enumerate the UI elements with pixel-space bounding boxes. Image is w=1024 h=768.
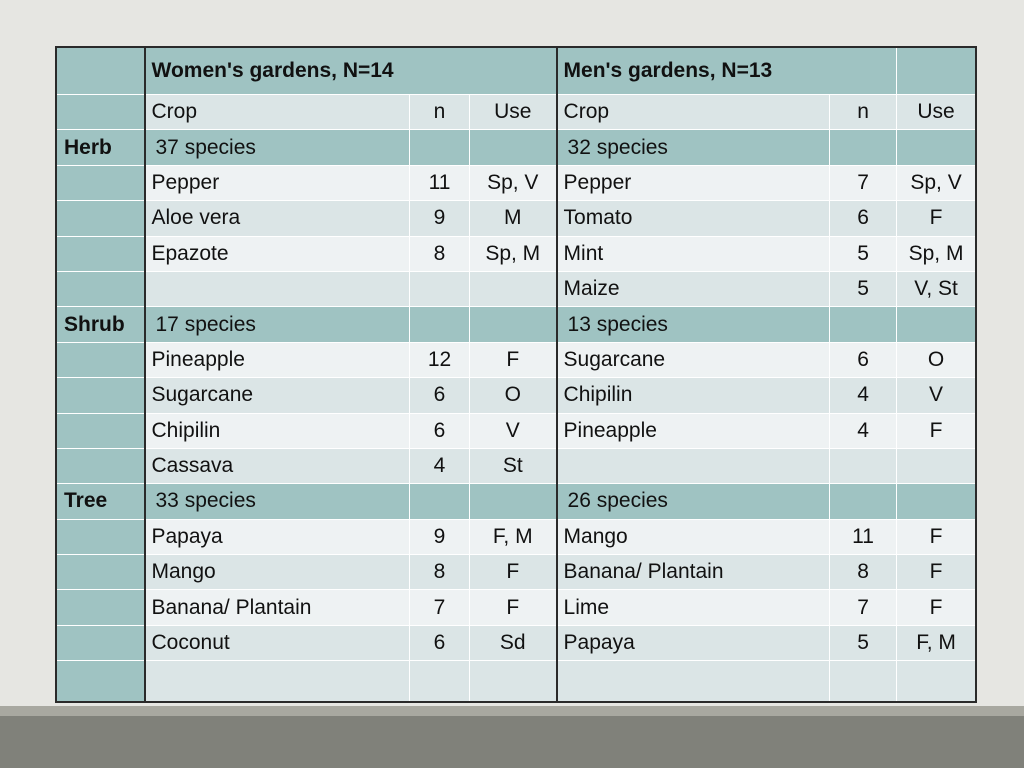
women-crop-cell: Sugarcane bbox=[145, 378, 410, 413]
empty-cell bbox=[57, 661, 145, 702]
women-use-cell: Sp, M bbox=[470, 236, 557, 271]
men-crop-cell bbox=[557, 448, 830, 483]
category-row bbox=[57, 307, 976, 342]
women-crop-cell bbox=[145, 271, 410, 306]
row-label-cell bbox=[57, 448, 145, 483]
table-row bbox=[57, 590, 976, 625]
men-use-cell: F bbox=[897, 201, 976, 236]
men-crop-cell: Tomato bbox=[557, 201, 830, 236]
men-species-count: 26 species bbox=[557, 484, 830, 519]
empty-cell bbox=[830, 130, 897, 165]
table-row bbox=[57, 448, 976, 483]
men-use-cell: F bbox=[897, 413, 976, 448]
men-gardens-header: Men's gardens, N=13 bbox=[557, 48, 897, 95]
men-use-cell: V, St bbox=[897, 271, 976, 306]
women-use-cell: F bbox=[470, 555, 557, 590]
header-empty-cell bbox=[897, 48, 976, 95]
men-use-cell: F bbox=[897, 519, 976, 554]
women-n-cell: 6 bbox=[410, 378, 470, 413]
women-use-cell: F, M bbox=[470, 519, 557, 554]
men-crop-header: Crop bbox=[557, 95, 830, 130]
row-label-cell bbox=[57, 342, 145, 377]
empty-cell bbox=[410, 130, 470, 165]
women-crop-cell: Cassava bbox=[145, 448, 410, 483]
empty-cell bbox=[557, 661, 830, 702]
subheader-row bbox=[57, 95, 976, 130]
empty-cell bbox=[470, 661, 557, 702]
empty-cell bbox=[897, 130, 976, 165]
women-crop-header: Crop bbox=[145, 95, 410, 130]
men-crop-cell: Lime bbox=[557, 590, 830, 625]
table-row bbox=[57, 413, 976, 448]
row-label-cell bbox=[57, 236, 145, 271]
women-crop-cell: Coconut bbox=[145, 625, 410, 660]
women-species-count: 37 species bbox=[145, 130, 410, 165]
men-n-cell: 5 bbox=[830, 625, 897, 660]
women-crop-cell: Banana/ Plantain bbox=[145, 590, 410, 625]
women-n-cell: 9 bbox=[410, 201, 470, 236]
empty-cell bbox=[470, 130, 557, 165]
empty-cell bbox=[897, 307, 976, 342]
men-species-count: 13 species bbox=[557, 307, 830, 342]
category-row bbox=[57, 130, 976, 165]
empty-cell bbox=[897, 661, 976, 702]
men-crop-cell: Pepper bbox=[557, 165, 830, 200]
footer-band-dark bbox=[0, 716, 1024, 768]
empty-cell bbox=[897, 484, 976, 519]
category-label: Tree bbox=[57, 484, 145, 519]
women-crop-cell: Aloe vera bbox=[145, 201, 410, 236]
women-use-cell: O bbox=[470, 378, 557, 413]
women-n-cell: 8 bbox=[410, 555, 470, 590]
empty-cell bbox=[830, 307, 897, 342]
women-n-cell: 6 bbox=[410, 413, 470, 448]
men-crop-cell: Pineapple bbox=[557, 413, 830, 448]
women-n-header: n bbox=[410, 95, 470, 130]
footer-band-light bbox=[0, 706, 1024, 716]
women-use-cell: St bbox=[470, 448, 557, 483]
women-crop-cell: Chipilin bbox=[145, 413, 410, 448]
men-n-cell: 7 bbox=[830, 165, 897, 200]
empty-cell bbox=[410, 484, 470, 519]
women-use-cell: Sp, V bbox=[470, 165, 557, 200]
men-use-cell: F, M bbox=[897, 625, 976, 660]
empty-cell bbox=[410, 307, 470, 342]
women-n-cell: 12 bbox=[410, 342, 470, 377]
category-row bbox=[57, 484, 976, 519]
row-label-cell bbox=[57, 413, 145, 448]
men-use-cell: F bbox=[897, 590, 976, 625]
table-row bbox=[57, 201, 976, 236]
empty-cell bbox=[830, 661, 897, 702]
women-crop-cell: Pepper bbox=[145, 165, 410, 200]
women-n-cell: 8 bbox=[410, 236, 470, 271]
women-use-cell: V bbox=[470, 413, 557, 448]
row-label-cell bbox=[57, 625, 145, 660]
category-label: Shrub bbox=[57, 307, 145, 342]
men-species-count: 32 species bbox=[557, 130, 830, 165]
men-n-cell: 6 bbox=[830, 201, 897, 236]
women-crop-cell: Mango bbox=[145, 555, 410, 590]
women-crop-cell: Epazote bbox=[145, 236, 410, 271]
women-crop-cell: Pineapple bbox=[145, 342, 410, 377]
crop-table bbox=[56, 47, 976, 702]
table-row bbox=[57, 625, 976, 660]
header-corner-cell bbox=[57, 48, 145, 95]
table-row bbox=[57, 165, 976, 200]
women-n-cell bbox=[410, 271, 470, 306]
men-use-cell bbox=[897, 448, 976, 483]
empty-cell bbox=[470, 307, 557, 342]
women-use-header: Use bbox=[470, 95, 557, 130]
women-species-count: 33 species bbox=[145, 484, 410, 519]
men-use-cell: V bbox=[897, 378, 976, 413]
table-row bbox=[57, 378, 976, 413]
men-crop-cell: Papaya bbox=[557, 625, 830, 660]
women-use-cell: Sd bbox=[470, 625, 557, 660]
table-row bbox=[57, 342, 976, 377]
category-label: Herb bbox=[57, 130, 145, 165]
men-n-cell: 4 bbox=[830, 413, 897, 448]
header-row bbox=[57, 48, 976, 95]
men-n-cell: 5 bbox=[830, 236, 897, 271]
women-use-cell: F bbox=[470, 590, 557, 625]
men-use-cell: O bbox=[897, 342, 976, 377]
table-row bbox=[57, 555, 976, 590]
empty-row bbox=[57, 661, 976, 702]
empty-cell bbox=[470, 484, 557, 519]
men-crop-cell: Mint bbox=[557, 236, 830, 271]
empty-cell bbox=[830, 484, 897, 519]
men-n-header: n bbox=[830, 95, 897, 130]
men-crop-cell: Mango bbox=[557, 519, 830, 554]
empty-cell bbox=[145, 661, 410, 702]
table-row bbox=[57, 236, 976, 271]
men-n-cell bbox=[830, 448, 897, 483]
men-n-cell: 5 bbox=[830, 271, 897, 306]
men-crop-cell: Banana/ Plantain bbox=[557, 555, 830, 590]
row-label-cell bbox=[57, 165, 145, 200]
subheader-corner-cell bbox=[57, 95, 145, 130]
men-n-cell: 7 bbox=[830, 590, 897, 625]
row-label-cell bbox=[57, 378, 145, 413]
row-label-cell bbox=[57, 201, 145, 236]
men-crop-cell: Sugarcane bbox=[557, 342, 830, 377]
row-label-cell bbox=[57, 555, 145, 590]
women-n-cell: 4 bbox=[410, 448, 470, 483]
men-crop-cell: Maize bbox=[557, 271, 830, 306]
men-n-cell: 4 bbox=[830, 378, 897, 413]
women-n-cell: 6 bbox=[410, 625, 470, 660]
women-crop-cell: Papaya bbox=[145, 519, 410, 554]
women-use-cell: F bbox=[470, 342, 557, 377]
men-n-cell: 6 bbox=[830, 342, 897, 377]
row-label-cell bbox=[57, 519, 145, 554]
row-label-cell bbox=[57, 590, 145, 625]
empty-cell bbox=[410, 661, 470, 702]
men-crop-cell: Chipilin bbox=[557, 378, 830, 413]
women-n-cell: 11 bbox=[410, 165, 470, 200]
men-use-header: Use bbox=[897, 95, 976, 130]
women-species-count: 17 species bbox=[145, 307, 410, 342]
table-body bbox=[57, 48, 976, 702]
men-n-cell: 11 bbox=[830, 519, 897, 554]
women-gardens-header: Women's gardens, N=14 bbox=[145, 48, 557, 95]
men-n-cell: 8 bbox=[830, 555, 897, 590]
row-label-cell bbox=[57, 271, 145, 306]
women-use-cell bbox=[470, 271, 557, 306]
men-use-cell: Sp, M bbox=[897, 236, 976, 271]
women-n-cell: 9 bbox=[410, 519, 470, 554]
table-row bbox=[57, 271, 976, 306]
women-use-cell: M bbox=[470, 201, 557, 236]
table-row bbox=[57, 519, 976, 554]
women-n-cell: 7 bbox=[410, 590, 470, 625]
men-use-cell: F bbox=[897, 555, 976, 590]
men-use-cell: Sp, V bbox=[897, 165, 976, 200]
